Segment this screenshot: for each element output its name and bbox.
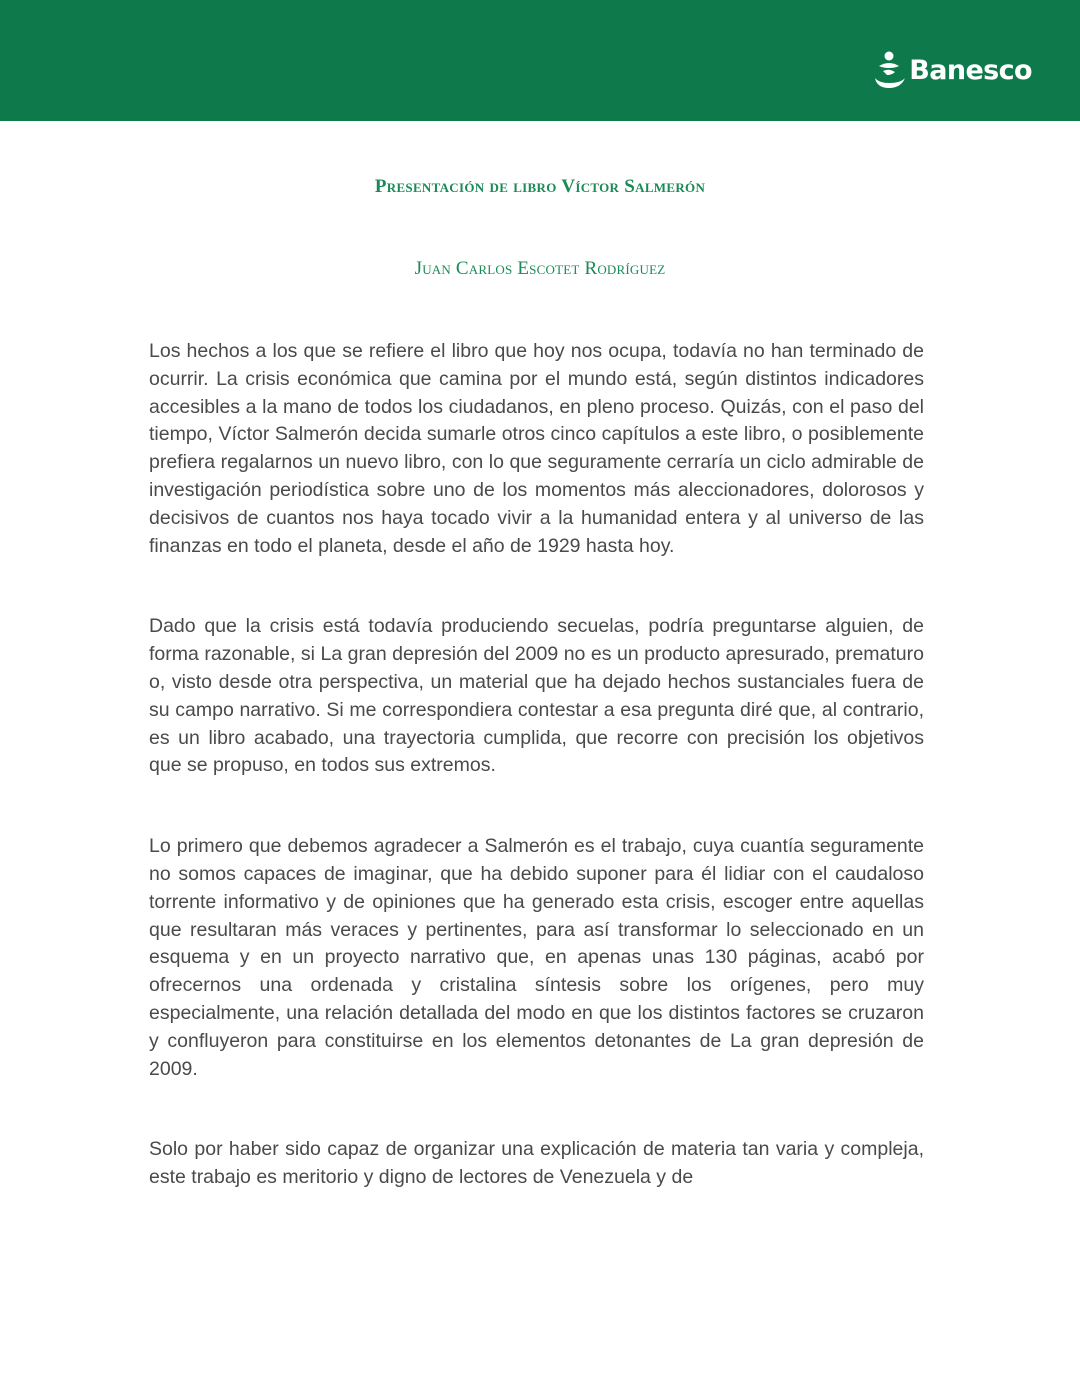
banesco-logo	[873, 48, 1032, 92]
header-bar	[0, 0, 1080, 121]
paragraph-3: Lo primero que debemos agradecer a Salmerón es el trabajo, cuya cuantía seguramente no somos capaces de imaginar, que ha debido suponer para él lidiar con el caudaloso torrente informativo y de opiniones que ha generado esta crisis, escoger entre aquellas que resultaran más veraces y pertinentes, para así transformar lo seleccionado en un esquema y en un proyecto narrativo que, en apenas unas 130 páginas, acabó por ofrecernos una ordenada y cristalina síntesis sobre los orígenes, pero muy especialmente, una relación detallada del modo en que los distintos factores se cruzaron y confluyeron para constituirse en los elementos detonantes de La gran depresión de 2009.	[149, 835, 924, 1080]
document-body	[149, 338, 924, 1245]
document-title: Presentación de libro Víctor Salmerón	[374, 176, 706, 197]
paragraph-2: Dado que la crisis está todavía produciendo secuelas, podría preguntarse alguien, de forma razonable, si La gran depresión del 2009 no es un producto apresurado, prematuro o, visto desde otra perspectiva, un material que ha dejado hechos sustanciales fuera de su campo narrativo. Si me correspondiera contestar a esa pregunta diré que, al contrario, es un libro acabado, una trayectoria cumplida, que recorre con precisión los objetivos que se propuso, en todos sus extremos.	[149, 615, 924, 777]
document-author: Juan Carlos Escotet Rodríguez	[414, 258, 666, 279]
brand-name: Banesco	[909, 54, 1032, 86]
paragraph-1: Los hechos a los que se refiere el libro que hoy nos ocupa, todavía no han terminado de ocurrir. La crisis económica que camina por el mundo está, según distintos indicadores accesibles a la mano de todos los ciudadanos, en pleno proceso. Quizás, con el paso del tiempo, Víctor Salmerón decida sumarle otros cinco capítulos a este libro, o posiblemente prefiera regalarnos un nuevo libro, con lo que seguramente cerraría un ciclo admirable de investigación periodística sobre uno de los momentos más aleccionadores, dolorosos y decisivos de cuantos nos haya tocado vivir a la humanidad entera y al universo de las finanzas en todo el planeta, desde el año de 1929 hasta hoy.	[149, 340, 924, 557]
banesco-logo-icon	[873, 50, 907, 90]
paragraph-4: Solo por haber sido capaz de organizar una explicación de materia tan varia y compleja, este trabajo es meritorio y digno de lectores de Venezuela y de	[149, 1138, 924, 1189]
